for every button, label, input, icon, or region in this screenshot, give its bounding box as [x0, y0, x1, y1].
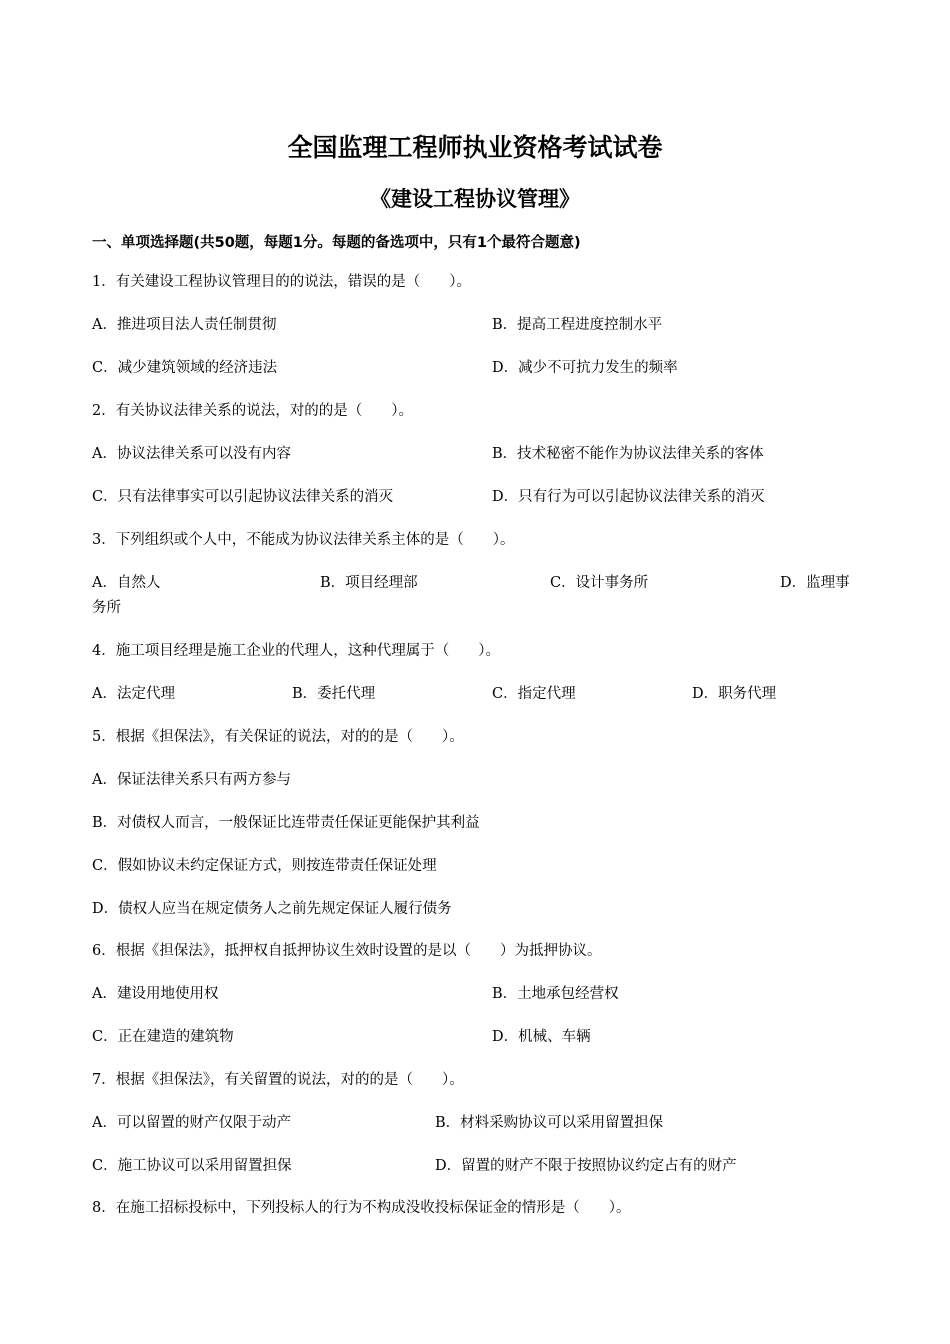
- question-3-option-c: C．设计事务所: [550, 575, 649, 591]
- question-5-stem: 5．根据《担保法》，有关保证的说法，对的的是（ ）。: [92, 729, 464, 745]
- question-5-option-b: B．对债权人而言，一般保证比连带责任保证更能保护其利益: [92, 815, 480, 831]
- question-7-option-a: A．可以留置的财产仅限于动产: [92, 1115, 291, 1131]
- question-6-option-a: A．建设用地使用权: [92, 986, 219, 1002]
- question-6-option-d: D．机械、车辆: [492, 1029, 591, 1045]
- page-title: 全国监理工程师执业资格考试试卷: [287, 133, 663, 162]
- question-7-option-d: D．留置的财产不限于按照协议约定占有的财产: [435, 1158, 737, 1174]
- question-3-stem: 3．下列组织或个人中，不能成为协议法律关系主体的是（ ）。: [92, 532, 515, 548]
- question-6-option-c: C．正在建造的建筑物: [92, 1029, 234, 1045]
- question-8-stem: 8．在施工招标投标中，下列投标人的行为不构成没收投标保证金的情形是（ ）。: [92, 1200, 631, 1216]
- question-7-stem: 7．根据《担保法》，有关留置的说法，对的的是（ ）。: [92, 1072, 464, 1088]
- page-subtitle: 《建设工程协议管理》: [370, 187, 580, 211]
- question-1-option-a: A．推进项目法人责任制贯彻: [92, 317, 277, 333]
- question-4-stem: 4．施工项目经理是施工企业的代理人，这种代理属于（ ）。: [92, 643, 500, 659]
- question-6-stem: 6．根据《担保法》，抵押权自抵押协议生效时设置的是以（ ）为抵押协议。: [92, 943, 602, 959]
- question-4-option-c: C．指定代理: [492, 686, 576, 702]
- question-3-option-a: A．自然人: [92, 575, 161, 591]
- question-2-option-c: C．只有法律事实可以引起协议法律关系的消灭: [92, 489, 394, 505]
- question-1-option-d: D．减少不可抗力发生的频率: [492, 360, 678, 376]
- question-7-option-c: C．施工协议可以采用留置担保: [92, 1158, 292, 1174]
- question-4-option-a: A．法定代理: [92, 686, 175, 702]
- question-7-option-b: B．材料采购协议可以采用留置担保: [435, 1115, 664, 1131]
- question-2-stem: 2．有关协议法律关系的说法，对的的是（ ）。: [92, 403, 413, 419]
- question-5-option-c: C．假如协议未约定保证方式，则按连带责任保证处理: [92, 858, 437, 874]
- question-2-option-d: D．只有行为可以引起协议法律关系的消灭: [492, 489, 765, 505]
- section-heading: 一、单项选择题(共50题，每题1分。每题的备选项中，只有1个最符合题意): [92, 235, 581, 251]
- question-3-option-b: B．项目经理部: [320, 575, 418, 591]
- question-1-stem: 1．有关建设工程协议管理目的的说法，错误的是（ ）。: [92, 274, 471, 290]
- question-2-option-a: A．协议法律关系可以没有内容: [92, 446, 291, 462]
- question-2-option-b: B．技术秘密不能作为协议法律关系的客体: [492, 446, 764, 462]
- question-6-option-b: B．土地承包经营权: [492, 986, 619, 1002]
- question-4-option-d: D．职务代理: [692, 686, 777, 702]
- question-4-option-b: B．委托代理: [292, 686, 376, 702]
- question-5-option-d: D．债权人应当在规定债务人之前先规定保证人履行债务: [92, 901, 452, 917]
- question-3-option-d: D．监理事: [780, 575, 850, 591]
- question-5-option-a: A．保证法律关系只有两方参与: [92, 772, 291, 788]
- question-3-option-d-wrap: 务所: [92, 600, 121, 616]
- question-1-option-b: B．提高工程进度控制水平: [492, 317, 663, 333]
- question-1-option-c: C．减少建筑领域的经济违法: [92, 360, 278, 376]
